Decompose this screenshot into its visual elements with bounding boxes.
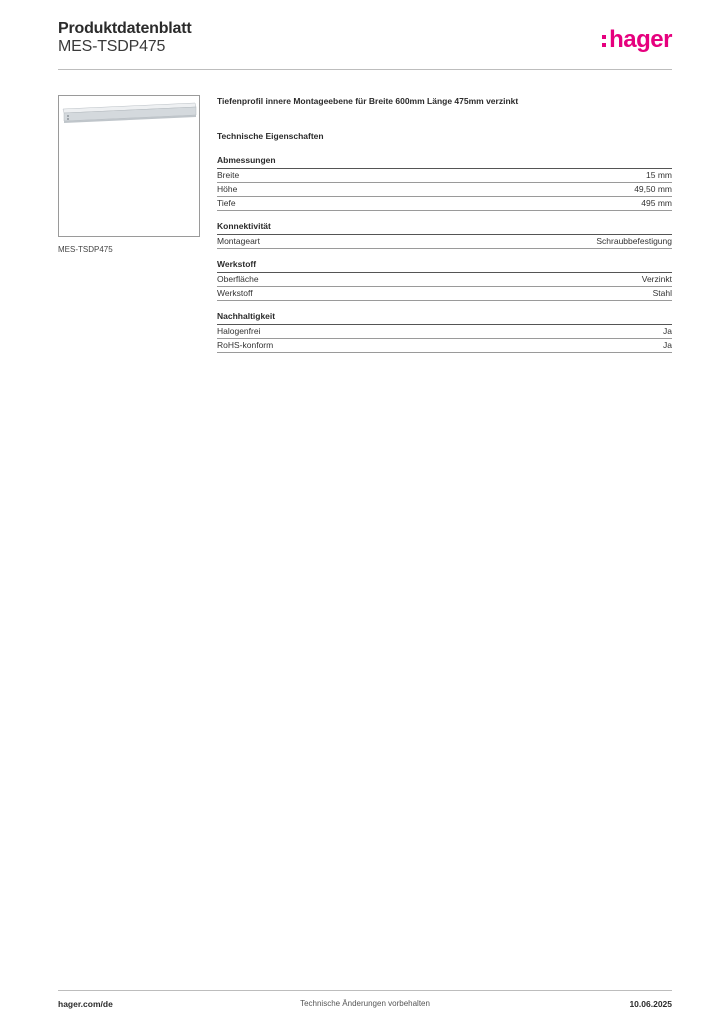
property-row (217, 169, 672, 183)
property-row (217, 197, 672, 211)
product-description: Tiefenprofil innere Montageebene für Breite 600mm Länge 475mm verzinkt (217, 96, 519, 106)
footer-website-link[interactable]: hager.com/de (58, 999, 113, 1009)
footer-disclaimer: Technische Änderungen vorbehalten (300, 999, 430, 1008)
property-label: Montageart (217, 236, 260, 246)
property-row (217, 287, 672, 301)
property-value: Stahl (652, 288, 672, 298)
product-rail-picture (59, 96, 199, 236)
property-label: Breite (217, 170, 240, 180)
property-row (217, 183, 672, 197)
product-code: MES-TSDP475 (58, 38, 166, 55)
property-label: RoHS-konform (217, 340, 274, 350)
image-caption: MES-TSDP475 (58, 245, 113, 254)
product-details (217, 96, 672, 363)
property-group-sustainability (217, 311, 672, 353)
property-label: Tiefe (217, 198, 236, 208)
property-value: 495 mm (641, 198, 672, 208)
property-group-title: Abmessungen (217, 155, 672, 169)
property-group-dimensions (217, 155, 672, 211)
property-label: Höhe (217, 184, 238, 194)
property-label: Oberfläche (217, 274, 259, 284)
property-value: Schraubbefestigung (596, 236, 672, 246)
property-label: Werkstoff (217, 288, 253, 298)
property-group-material (217, 259, 672, 301)
logo-dots-icon (602, 35, 606, 47)
logo-text: hager (609, 26, 672, 53)
page-title: Produktdatenblatt (58, 20, 192, 37)
property-row (217, 235, 672, 249)
property-group-title: Nachhaltigkeit (217, 311, 672, 325)
property-value: 49,50 mm (634, 184, 672, 194)
property-value: Ja (663, 340, 672, 350)
product-image (58, 95, 200, 237)
page-header (58, 20, 672, 70)
property-value: 15 mm (646, 170, 672, 180)
footer-date: 10.06.2025 (629, 999, 672, 1009)
property-group-title: Werkstoff (217, 259, 672, 273)
property-value: Verzinkt (641, 274, 672, 284)
page-footer (58, 990, 672, 1009)
property-label: Halogenfrei (217, 326, 261, 336)
hager-logo (602, 26, 672, 54)
property-row (217, 325, 672, 339)
property-group-title: Konnektivität (217, 221, 672, 235)
property-value: Ja (663, 326, 672, 336)
property-row (217, 339, 672, 353)
property-group-connectivity (217, 221, 672, 249)
tech-properties-title: Technische Eigenschaften (217, 131, 324, 141)
property-row (217, 273, 672, 287)
